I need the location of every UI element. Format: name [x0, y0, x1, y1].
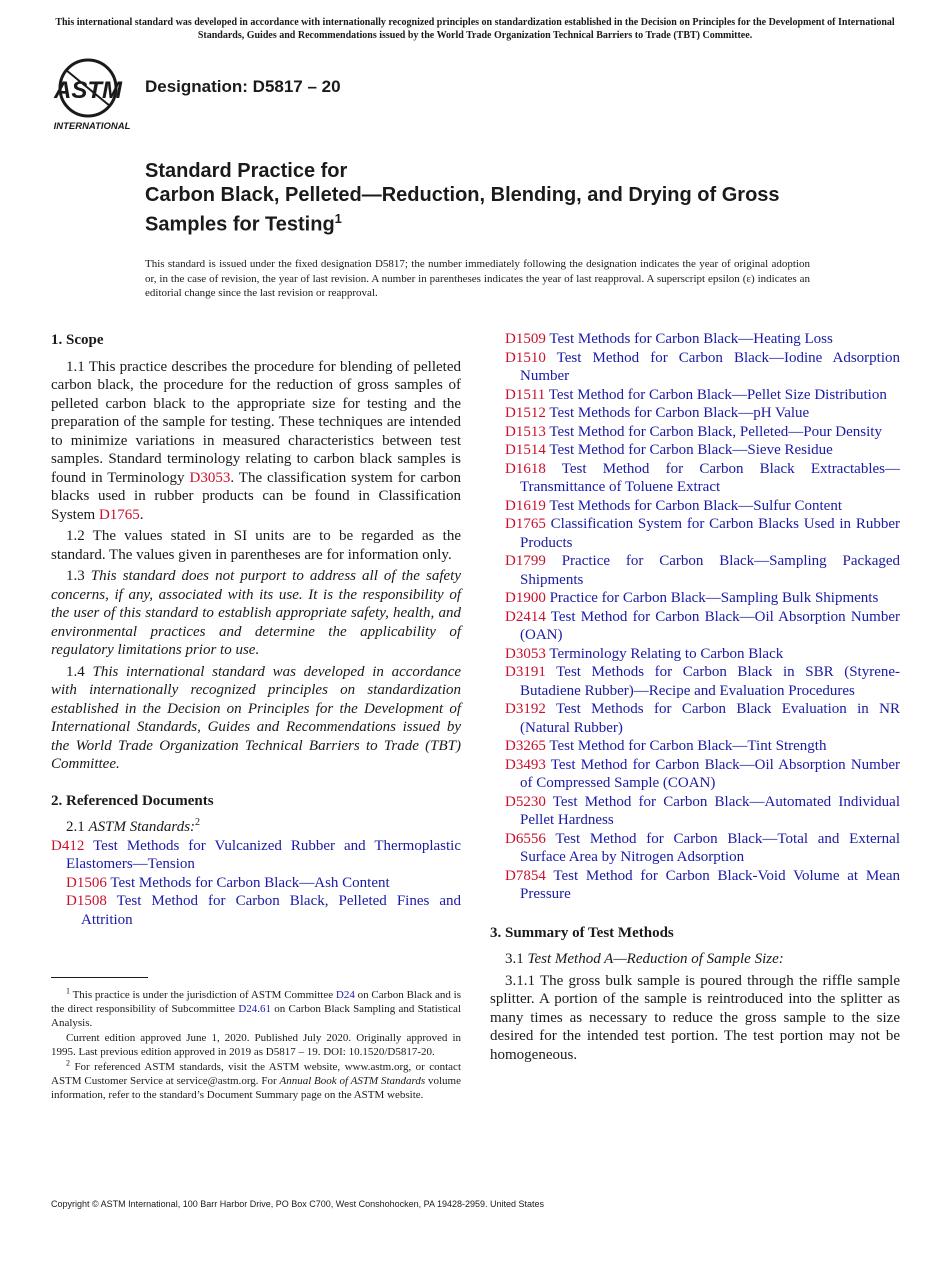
reference-list-left — [51, 837, 461, 930]
title-main — [145, 183, 865, 237]
reference-item[interactable] — [490, 830, 900, 867]
reference-title[interactable]: Test Method for Carbon Black—Sieve Residue — [549, 442, 833, 458]
reference-title[interactable]: Terminology Relating to Carbon Black — [549, 645, 784, 662]
reference-code[interactable]: D1900 — [505, 590, 546, 606]
astm-logo-mark — [52, 58, 136, 134]
reference-title[interactable]: Test Method for Carbon Black—Tint Strength — [549, 738, 827, 754]
designation: Designation: D5817 – 20 — [145, 77, 341, 96]
paragraph-2-1: 2.1 ASTM Standards:$^2$ — [66, 817, 201, 835]
footnote-2: $^2$ For referenced ASTM standards, visit the ASTM website, www.astm.org, or contact ASTM Customer Service at service@astm.org. For Annual Book of ASTM Standards volume information, refer to the standard’s Document Summary page on the ASTM website. — [51, 1058, 461, 1101]
reference-title[interactable]: Classification System for Carbon Blacks Used in Rubber Products — [520, 516, 900, 551]
logo-subtext: INTERNATIONAL — [53, 121, 131, 132]
reference-item[interactable] — [490, 700, 900, 737]
reference-code[interactable]: D3265 — [505, 738, 546, 754]
reference-title[interactable]: Test Methods for Carbon Black in SBR (Styrene-Butadiene Rubber)—Recipe and Evaluation Procedures — [520, 664, 901, 699]
reference-item[interactable] — [490, 663, 900, 700]
reference-title[interactable]: Test Method for Carbon Black Extractables—Transmittance of Toluene Extract — [520, 460, 900, 495]
reference-item[interactable] — [490, 589, 900, 608]
paragraph-3-1: 3.1 Test Method A—Reduction of Sample Size: — [505, 951, 784, 967]
reference-item[interactable] — [490, 645, 900, 664]
footnote-rule — [51, 977, 148, 978]
reference-item[interactable] — [490, 441, 900, 460]
footnote-1: $^1$ This practice is under the jurisdiction of ASTM Committee D24 on Carbon Black and is the direct responsibility of Subcommittee D24.61 on Carbon Black Sampling and Statistical Analysis. — [51, 986, 461, 1029]
reference-code[interactable]: D1765 — [505, 516, 546, 532]
section-heading-referenced-documents: 2. Referenced Documents — [51, 792, 214, 809]
reference-code[interactable]: D1619 — [505, 497, 546, 514]
reference-title[interactable]: Test Methods for Carbon Black Evaluation in NR (Natural Rubber) — [520, 701, 900, 736]
reference-item[interactable] — [490, 423, 900, 442]
link-d3053[interactable]: D3053 — [189, 469, 231, 486]
title-line1: Standard Practice for — [145, 160, 348, 182]
reference-code[interactable]: D3053 — [505, 645, 546, 662]
section-heading-scope: 1. Scope — [51, 332, 104, 348]
right-column — [490, 330, 900, 1067]
reference-code[interactable]: D6556 — [505, 830, 546, 847]
reference-item[interactable] — [490, 756, 900, 793]
link-d24-61[interactable]: D24.61 — [238, 1003, 272, 1015]
link-d24[interactable]: D24 — [335, 989, 355, 1001]
reference-title[interactable]: Test Methods for Carbon Black—Heating Loss — [549, 331, 833, 347]
paragraph-1-1: 1.1 This practice describes the procedure for blending of pelleted carbon black, the procedure for the reduction of gross samples of pelleted carbon black to the appropriate size for testing and the preparation of the sample for testing. These techniques are intended to minimize variations in measured characteristics between test samples. Standard terminology relating to carbon black samples is found in Terminology D3053. The classification system for carbon blacks used in rubber products can be found in Classification System D1765. — [51, 358, 462, 523]
reference-title[interactable]: Test Method for Carbon Black—Oil Absorption Number (OAN) — [520, 608, 900, 643]
reference-item[interactable] — [490, 867, 900, 904]
reference-item[interactable] — [490, 386, 900, 405]
tbt-notice: This international standard was developed in accordance with internationally recognized principles on standardization established in the Decision on Principles for the Development of International Standards, Guides and Recommendations issued by the World Trade Organization Technical Barriers to Trade (TBT) Committee. — [55, 17, 895, 41]
logo-text: ASTM — [54, 77, 122, 104]
astm-logo — [52, 58, 136, 134]
reference-item[interactable]: D412 Test Methods for Vulcanized Rubber and Thermoplastic Elastomers—Tension — [51, 837, 462, 872]
reference-title[interactable]: Test Method for Carbon Black-Void Volume at Mean Pressure — [520, 867, 900, 902]
reference-item[interactable] — [490, 349, 900, 386]
reference-code[interactable]: D3493 — [505, 756, 546, 773]
reference-code[interactable]: D1511 — [505, 386, 546, 403]
reference-title[interactable]: Test Methods for Carbon Black—pH Value — [549, 405, 810, 421]
reference-item[interactable] — [490, 404, 900, 423]
reference-item[interactable] — [490, 552, 900, 589]
reference-code[interactable]: D3192 — [505, 701, 546, 717]
reference-item[interactable] — [490, 460, 900, 497]
reference-title[interactable]: Test Method for Carbon Black—Iodine Adsorption Number — [520, 349, 900, 384]
reference-code[interactable]: D1618 — [505, 460, 546, 477]
reference-code[interactable]: D7854 — [505, 867, 546, 884]
reference-title[interactable]: Test Methods for Carbon Black—Sulfur Content — [549, 497, 842, 514]
reference-title[interactable]: Test Method for Carbon Black—Automated Individual Pellet Hardness — [520, 793, 900, 828]
reference-title[interactable]: Test Method for Carbon Black—Oil Absorption Number of Compressed Sample (COAN) — [520, 756, 900, 791]
issue-note: This standard is issued under the fixed designation D5817; the number immediately following the designation indicates the year of original adoption or, in the case of revision, the year of last revision. A number in parentheses indicates the year of last reapproval. A superscript epsilon (ε) indicates an editorial change since the last revision or reapproval. — [145, 258, 810, 299]
paragraph-1-4: 1.4 This international standard was developed in accordance with internationally recognized principles on standardization established in the Decision on Principles for the Development of International Standards, Guides and Recommendations issued by the World Trade Organization Technical Barriers to Trade (TBT) Committee. — [51, 663, 462, 772]
section-heading-summary: 3. Summary of Test Methods — [490, 924, 674, 941]
paragraph-1-2: 1.2 The values stated in SI units are to be regarded as the standard. The values given in parentheses are for information only. — [51, 528, 461, 563]
reference-item[interactable] — [490, 793, 900, 830]
title-line2: Carbon Black, Pelleted—Reduction, Blending, and Drying of Gross Samples for Testing — [145, 184, 780, 236]
title-footnote-marker[interactable]: 1 — [334, 211, 342, 226]
reference-code[interactable]: D5230 — [505, 793, 546, 810]
footnote-edition: Current edition approved June 1, 2020. Published July 2020. Originally approved in 1995. Last previous edition approved in 2019 as D5817 – 19. DOI: 10.1520/D5817-20. — [51, 1032, 461, 1058]
reference-title[interactable]: Test Method for Carbon Black—Total and External Surface Area by Nitrogen Adsorption — [520, 830, 900, 865]
footnotes — [51, 988, 461, 1103]
paragraph-1-3: 1.3 This standard does not purport to address all of the safety concerns, if any, associated with its use. It is the responsibility of the user of this standard to establish appropriate safety, health, and environmental practices and determine the applicability of regulatory limitations prior to use. — [51, 568, 461, 658]
reference-code[interactable]: D1510 — [505, 349, 546, 366]
paragraph-3-1-1: 3.1.1 The gross bulk sample is poured through the riffle sample splitter. A portion of the sample is reintroduced into the splitter as many times as necessary to reduce the gross sample to the size desired for the intended test portion. The test portion may not be homogeneous. — [490, 972, 900, 1063]
reference-code[interactable]: D1512 — [505, 405, 546, 421]
reference-item[interactable] — [490, 608, 900, 645]
document-title — [145, 159, 865, 237]
reference-item[interactable] — [490, 330, 900, 349]
reference-item[interactable] — [490, 497, 900, 516]
reference-code[interactable]: D3191 — [505, 664, 546, 680]
reference-title[interactable]: Practice for Carbon Black—Sampling Packaged Shipments — [520, 553, 901, 588]
reference-code[interactable]: D1514 — [505, 442, 546, 458]
reference-title[interactable]: Practice for Carbon Black—Sampling Bulk Shipments — [549, 590, 879, 606]
left-column — [51, 330, 461, 929]
reference-item[interactable]: D1508 Test Method for Carbon Black, Pelleted Fines and Attrition — [66, 893, 461, 928]
reference-code[interactable]: D1509 — [505, 331, 546, 347]
reference-item[interactable] — [490, 515, 900, 552]
reference-code[interactable]: D1513 — [505, 423, 546, 440]
copyright: Copyright © ASTM International, 100 Barr Harbor Drive, PO Box C700, West Conshohocken, PA 19428-2959. United States — [51, 1199, 545, 1209]
link-d1765[interactable]: D1765 — [98, 506, 140, 523]
reference-title[interactable]: Test Method for Carbon Black—Pellet Size Distribution — [548, 386, 887, 403]
reference-list-right — [490, 330, 900, 904]
reference-item[interactable]: D1506 Test Methods for Carbon Black—Ash Content — [66, 874, 390, 891]
reference-title[interactable]: Test Method for Carbon Black, Pelleted—Pour Density — [549, 423, 882, 440]
reference-item[interactable] — [490, 737, 900, 756]
reference-code[interactable]: D1799 — [505, 553, 546, 569]
reference-code[interactable]: D2414 — [505, 608, 546, 625]
